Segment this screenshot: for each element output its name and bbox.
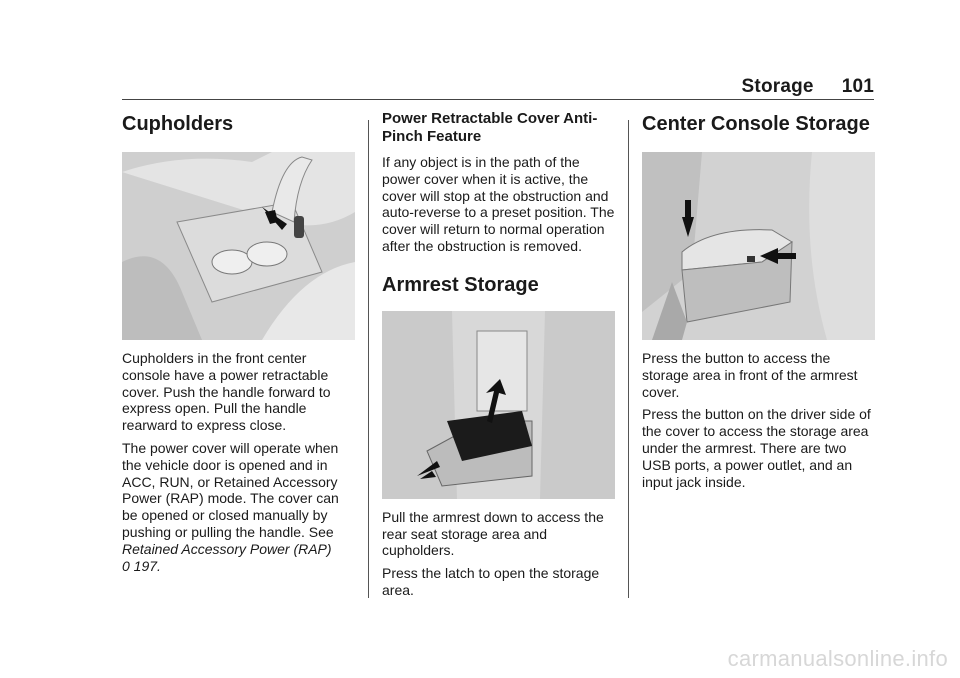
armrest-paragraph-2: Press the latch to open the storage area. — [382, 565, 600, 598]
center-console-heading: Center Console Storage — [642, 113, 870, 135]
cupholders-illustration — [122, 152, 355, 340]
anti-pinch-paragraph: If any object is in the path of the power cover when it is active, the cover will stop at the obstruction and auto-reverse to a preset position. The cover will return to normal operation after the obstruction is removed. — [382, 154, 615, 254]
page-number: 101 — [841, 76, 874, 97]
anti-pinch-heading: Power Retractable Cover Anti-Pinch Feature — [382, 110, 598, 145]
cupholders-column — [122, 110, 355, 574]
center-console-illustration — [642, 152, 875, 340]
section-title: Storage — [741, 76, 814, 97]
cupholders-heading: Cupholders — [122, 113, 234, 135]
center-console-paragraph-1: Press the button to access the storage area in front of the armrest cover. — [642, 350, 858, 400]
cupholders-paragraph-2-text: The power cover will operate when the vehicle door is opened and in ACC, RUN, or Retained Accessory Power (RAP) mode. The cover can be opened or closed manually by pushing or pulling the handle. See — [122, 439, 339, 540]
rap-reference-page[interactable]: 0 197. — [122, 557, 161, 574]
center-console-column — [642, 110, 875, 490]
rap-reference-link[interactable]: Retained Accessory Power (RAP) — [122, 540, 332, 557]
page-header — [742, 76, 874, 98]
column-divider — [368, 120, 369, 598]
armrest-column — [382, 110, 615, 599]
watermark: carmanualsonline.info — [727, 646, 948, 671]
cupholders-paragraph-2 — [122, 440, 355, 574]
armrest-paragraph-1: Pull the armrest down to access the rear seat storage area and cupholders. — [382, 508, 604, 559]
armrest-illustration — [382, 311, 615, 499]
column-divider — [628, 120, 629, 598]
armrest-heading: Armrest Storage — [382, 273, 539, 296]
cupholders-paragraph-1: Cupholders in the front center console have a power retractable cover. Push the handle forward to express open. Pull the handle rearward to express close. — [122, 350, 331, 434]
header-rule — [122, 99, 874, 100]
center-console-paragraph-2: Press the button on the driver side of the cover to access the storage area under the armrest. There are two USB ports, a power outlet, and an input jack inside. — [642, 406, 871, 490]
